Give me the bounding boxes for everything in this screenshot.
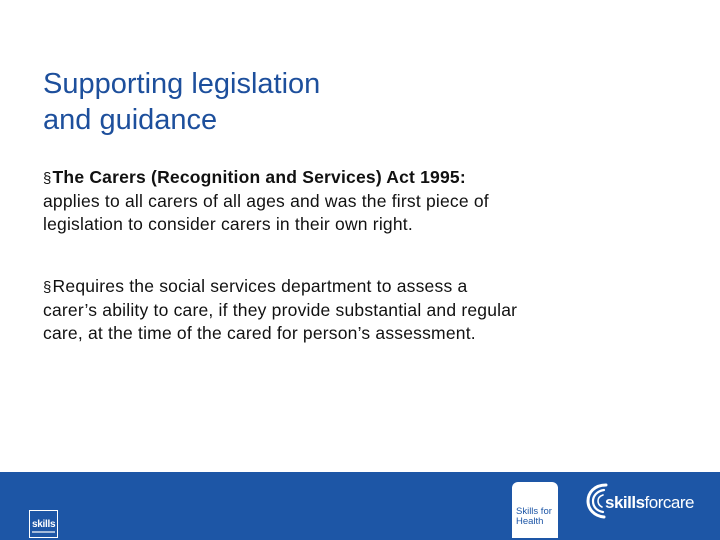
paragraph-assessment-line-3: care, at the time of the cared for person’s assessment.	[43, 323, 476, 343]
paragraph-assessment	[43, 275, 653, 345]
bullet-icon: §	[43, 170, 52, 187]
paragraph-assessment-text: Requires the social services department to assess a	[52, 276, 468, 296]
skills-for-health-logo	[512, 482, 558, 538]
paragraph-carers-act	[43, 166, 653, 236]
paragraph-carers-act-line-3: legislation to consider carers in their own right.	[43, 214, 413, 234]
skills-for-care-word-2: forcare	[644, 493, 694, 512]
skills-for-health-text	[516, 507, 552, 527]
skills-for-health-line-1: Skills for	[516, 506, 552, 517]
slide-title	[43, 66, 320, 138]
skills-for-care-logo	[584, 481, 714, 521]
paragraph-carers-act-line-2: applies to all carers of all ages and was the first piece of	[43, 191, 489, 211]
skills-for-care-wordmark	[605, 493, 694, 513]
paragraph-assessment-line-2: carer’s ability to care, if they provide substantial and regular	[43, 300, 518, 320]
paragraph-carers-act-line-1	[43, 166, 653, 190]
skills-logo-underline	[32, 531, 55, 533]
slide-title-line-2: and guidance	[43, 104, 218, 136]
slide-title-line-1: Supporting legislation	[43, 68, 321, 100]
skills-logo-text: skills	[32, 519, 56, 530]
paragraph-assessment-line-1	[43, 275, 653, 299]
skills-logo	[29, 510, 58, 538]
skills-for-care-word-1: skills	[605, 493, 645, 512]
bullet-icon: §	[43, 279, 52, 296]
act-name: The Carers (Recognition and Services) Act 1995:	[52, 167, 466, 187]
skills-for-health-line-2: Health	[516, 516, 544, 527]
